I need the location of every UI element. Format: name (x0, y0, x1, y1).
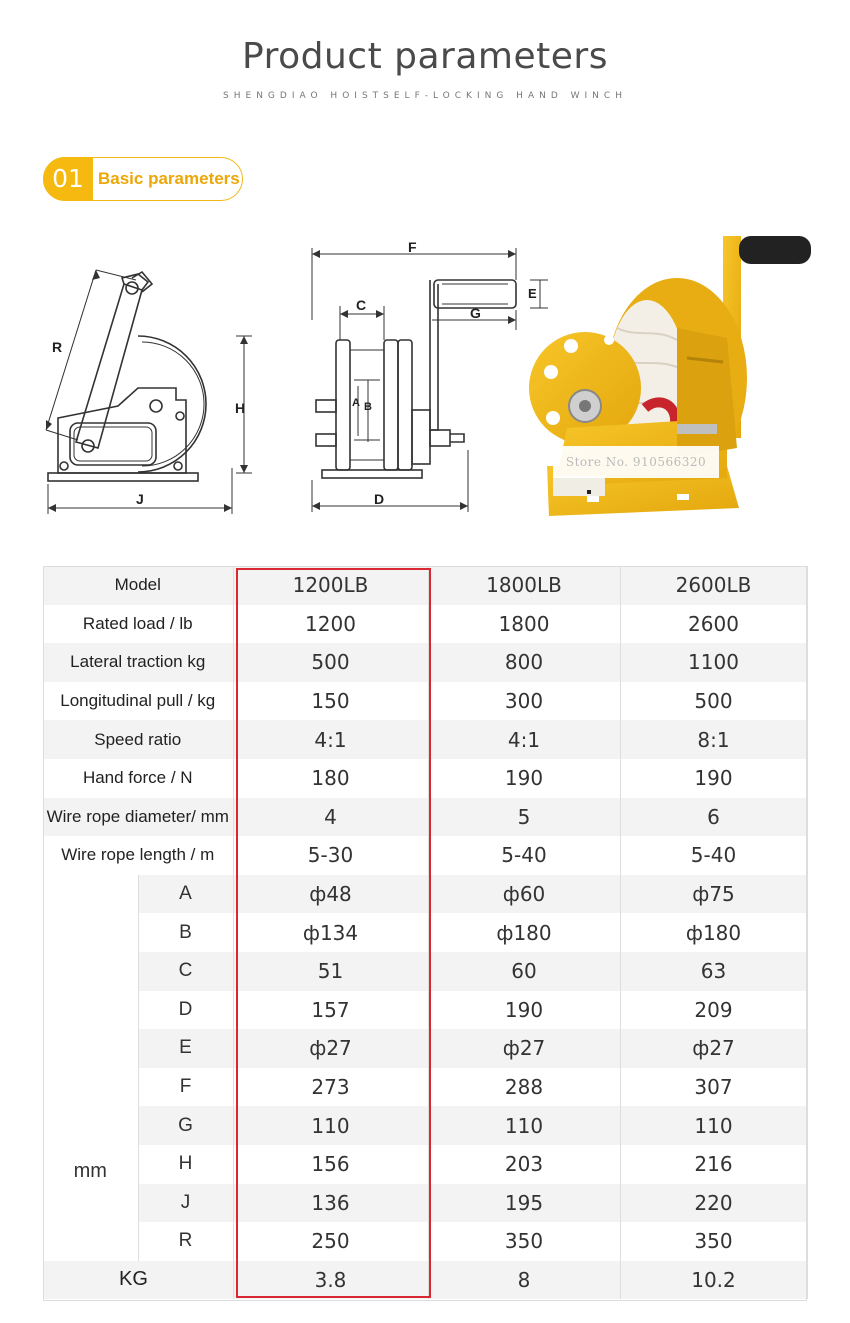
dimension-label: G (138, 1106, 233, 1145)
cell-value: 190 (620, 759, 807, 798)
table-row (43, 913, 807, 952)
cell-value: ф75 (620, 875, 807, 914)
cell-value: 4:1 (428, 720, 620, 759)
table-row (43, 682, 807, 721)
cell-value: 8:1 (620, 720, 807, 759)
cell-value: 110 (233, 1106, 428, 1145)
dimension-label: A (138, 875, 233, 914)
weight-label: KG (43, 1261, 233, 1300)
dimension-label: R (138, 1222, 233, 1261)
dimension-label: C (138, 952, 233, 991)
cell-value: 60 (428, 952, 620, 991)
table-row (43, 991, 807, 1030)
cell-value: 190 (428, 759, 620, 798)
front-view-drawing (302, 240, 550, 520)
store-watermark: Store No. 910566320 (553, 446, 719, 478)
cell-value: ф27 (233, 1029, 428, 1068)
cell-value: 300 (428, 682, 620, 721)
table-row (43, 566, 807, 605)
cell-value: 180 (233, 759, 428, 798)
table-row (43, 1261, 807, 1300)
cell-value: ф60 (428, 875, 620, 914)
cell-value: 2600 (620, 605, 807, 644)
row-label: Speed ratio (43, 720, 233, 759)
table-row (43, 1145, 807, 1184)
model-header: 1200LB (233, 566, 428, 605)
cell-value: ф180 (428, 913, 620, 952)
cell-value: 350 (428, 1222, 620, 1261)
table-row (43, 1029, 807, 1068)
section-label: Basic parameters (98, 169, 240, 188)
dimension-label: B (138, 913, 233, 952)
cell-value: 136 (233, 1184, 428, 1223)
dim-label-g: G (470, 305, 481, 321)
dim-label-j: J (136, 491, 144, 507)
cell-value: 209 (620, 991, 807, 1030)
cell-value: 4:1 (233, 720, 428, 759)
table-row (43, 952, 807, 991)
row-label: Rated load / lb (43, 605, 233, 644)
dimension-label: E (138, 1029, 233, 1068)
cell-value: 157 (233, 991, 428, 1030)
cell-value: 1200 (233, 605, 428, 644)
cell-value: 500 (233, 643, 428, 682)
row-label: Longitudinal pull / kg (43, 682, 233, 721)
table-row (43, 836, 807, 875)
cell-value: 5 (428, 798, 620, 837)
row-label: Wire rope length / m (43, 836, 233, 875)
dimension-label: D (138, 991, 233, 1030)
cell-value: 220 (620, 1184, 807, 1223)
cell-value: ф180 (620, 913, 807, 952)
table-row (43, 605, 807, 644)
cell-value: 5-40 (428, 836, 620, 875)
table-row (43, 1068, 807, 1107)
model-header: 1800LB (428, 566, 620, 605)
cell-value: ф27 (428, 1029, 620, 1068)
dim-label-d: D (374, 491, 385, 507)
cell-value: ф134 (233, 913, 428, 952)
cell-value: 273 (233, 1068, 428, 1107)
cell-value: ф27 (620, 1029, 807, 1068)
dimension-label: H (138, 1145, 233, 1184)
table-row (43, 643, 807, 682)
page-title: Product parameters (242, 36, 608, 77)
cell-value: 350 (620, 1222, 807, 1261)
cell-value: 4 (233, 798, 428, 837)
cell-value: 1100 (620, 643, 807, 682)
cell-value: 5-40 (620, 836, 807, 875)
cell-value: 203 (428, 1145, 620, 1184)
cell-value: ф48 (233, 875, 428, 914)
row-label: Lateral traction kg (43, 643, 233, 682)
cell-value: 10.2 (620, 1261, 807, 1300)
cell-value: 190 (428, 991, 620, 1030)
table-row (43, 875, 807, 914)
cell-value: 5-30 (233, 836, 428, 875)
cell-value: 110 (428, 1106, 620, 1145)
dim-label-e: E (528, 286, 537, 301)
cell-value: 500 (620, 682, 807, 721)
cell-value: 110 (620, 1106, 807, 1145)
cell-value: 307 (620, 1068, 807, 1107)
cell-value: 195 (428, 1184, 620, 1223)
dimension-label: F (138, 1068, 233, 1107)
dim-label-r: R (52, 339, 63, 355)
cell-value: 800 (428, 643, 620, 682)
table-row (43, 798, 807, 837)
dim-label-h: H (235, 400, 246, 416)
cell-value: 150 (233, 682, 428, 721)
cell-value: 63 (620, 952, 807, 991)
cell-value: 156 (233, 1145, 428, 1184)
dim-label-f: F (408, 240, 417, 255)
section-badge (43, 157, 243, 201)
row-label: Hand force / N (43, 759, 233, 798)
cell-value: 288 (428, 1068, 620, 1107)
dim-label-a: A (352, 397, 360, 409)
cell-value: 3.8 (233, 1261, 428, 1300)
dimension-label: J (138, 1184, 233, 1223)
cell-value: 1800 (428, 605, 620, 644)
table-row (43, 720, 807, 759)
side-view-drawing (38, 268, 254, 520)
row-label: Wire rope diameter/ mm (43, 798, 233, 837)
cell-value: 8 (428, 1261, 620, 1300)
winch-product-photo (527, 228, 817, 533)
table-row (43, 1222, 807, 1261)
section-number: 01 (43, 157, 93, 201)
dim-label-c: C (356, 297, 367, 313)
model-header: 2600LB (620, 566, 807, 605)
unit-group-label: mm (43, 875, 138, 1261)
table-row (43, 1184, 807, 1223)
cell-value: 250 (233, 1222, 428, 1261)
table-row (43, 759, 807, 798)
cell-value: 6 (620, 798, 807, 837)
page-subtitle: SHENGDIAO HOISTSELF-LOCKING HAND WINCH (223, 91, 627, 101)
dim-label-b: B (364, 401, 372, 413)
cell-value: 216 (620, 1145, 807, 1184)
table-row (43, 1106, 807, 1145)
cell-value: 51 (233, 952, 428, 991)
model-label: Model (43, 566, 233, 605)
spec-table (43, 566, 808, 1299)
